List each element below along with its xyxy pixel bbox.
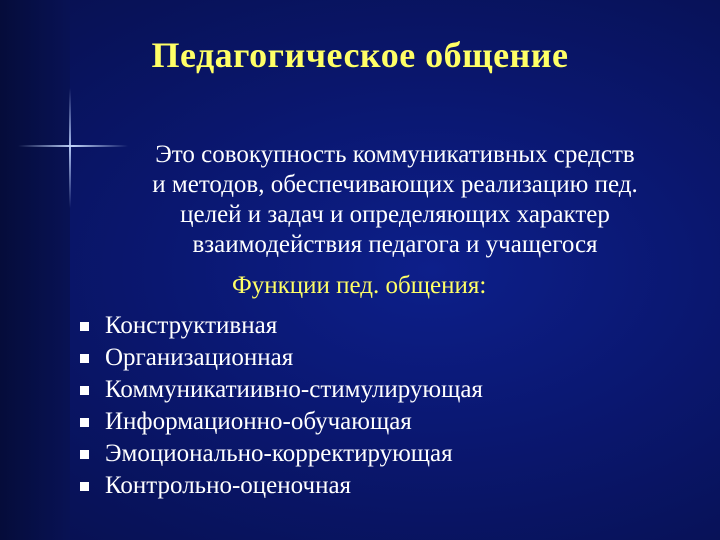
list-item-label: Конструктивная — [105, 312, 278, 339]
square-bullet-icon — [80, 386, 89, 395]
functions-heading: Функции пед. общения: — [232, 272, 487, 299]
square-bullet-icon — [80, 450, 89, 459]
square-bullet-icon — [80, 482, 89, 491]
definition-text — [80, 140, 710, 260]
functions-list — [78, 310, 483, 502]
list-item-label: Контрольно-оценочная — [105, 472, 352, 499]
slide-title: Педагогическое общение — [151, 35, 569, 75]
definition-line: и методов, обеспечивающих реализацию пед. — [152, 171, 638, 198]
list-item-label: Эмоционально-корректирующая — [105, 440, 453, 467]
list-item — [78, 470, 483, 502]
list-item — [78, 342, 483, 374]
list-item — [78, 438, 483, 470]
definition-line: взаимодействия педагога и учащегося — [192, 231, 598, 258]
list-item-label: Коммуникатиивно-стимулирующая — [105, 376, 483, 403]
list-item-label: Информационно-обучающая — [105, 408, 412, 435]
square-bullet-icon — [80, 354, 89, 363]
list-item-label: Организационная — [105, 344, 294, 371]
list-item — [78, 406, 483, 438]
definition-line: Это совокупность коммуникативных средств — [155, 141, 635, 168]
square-bullet-icon — [80, 322, 89, 331]
list-item — [78, 310, 483, 342]
square-bullet-icon — [80, 418, 89, 427]
left-decorative-band — [0, 0, 70, 540]
definition-line: целей и задач и определяющих характер — [180, 201, 610, 228]
sparkle-vertical-line — [69, 88, 71, 208]
list-item — [78, 374, 483, 406]
